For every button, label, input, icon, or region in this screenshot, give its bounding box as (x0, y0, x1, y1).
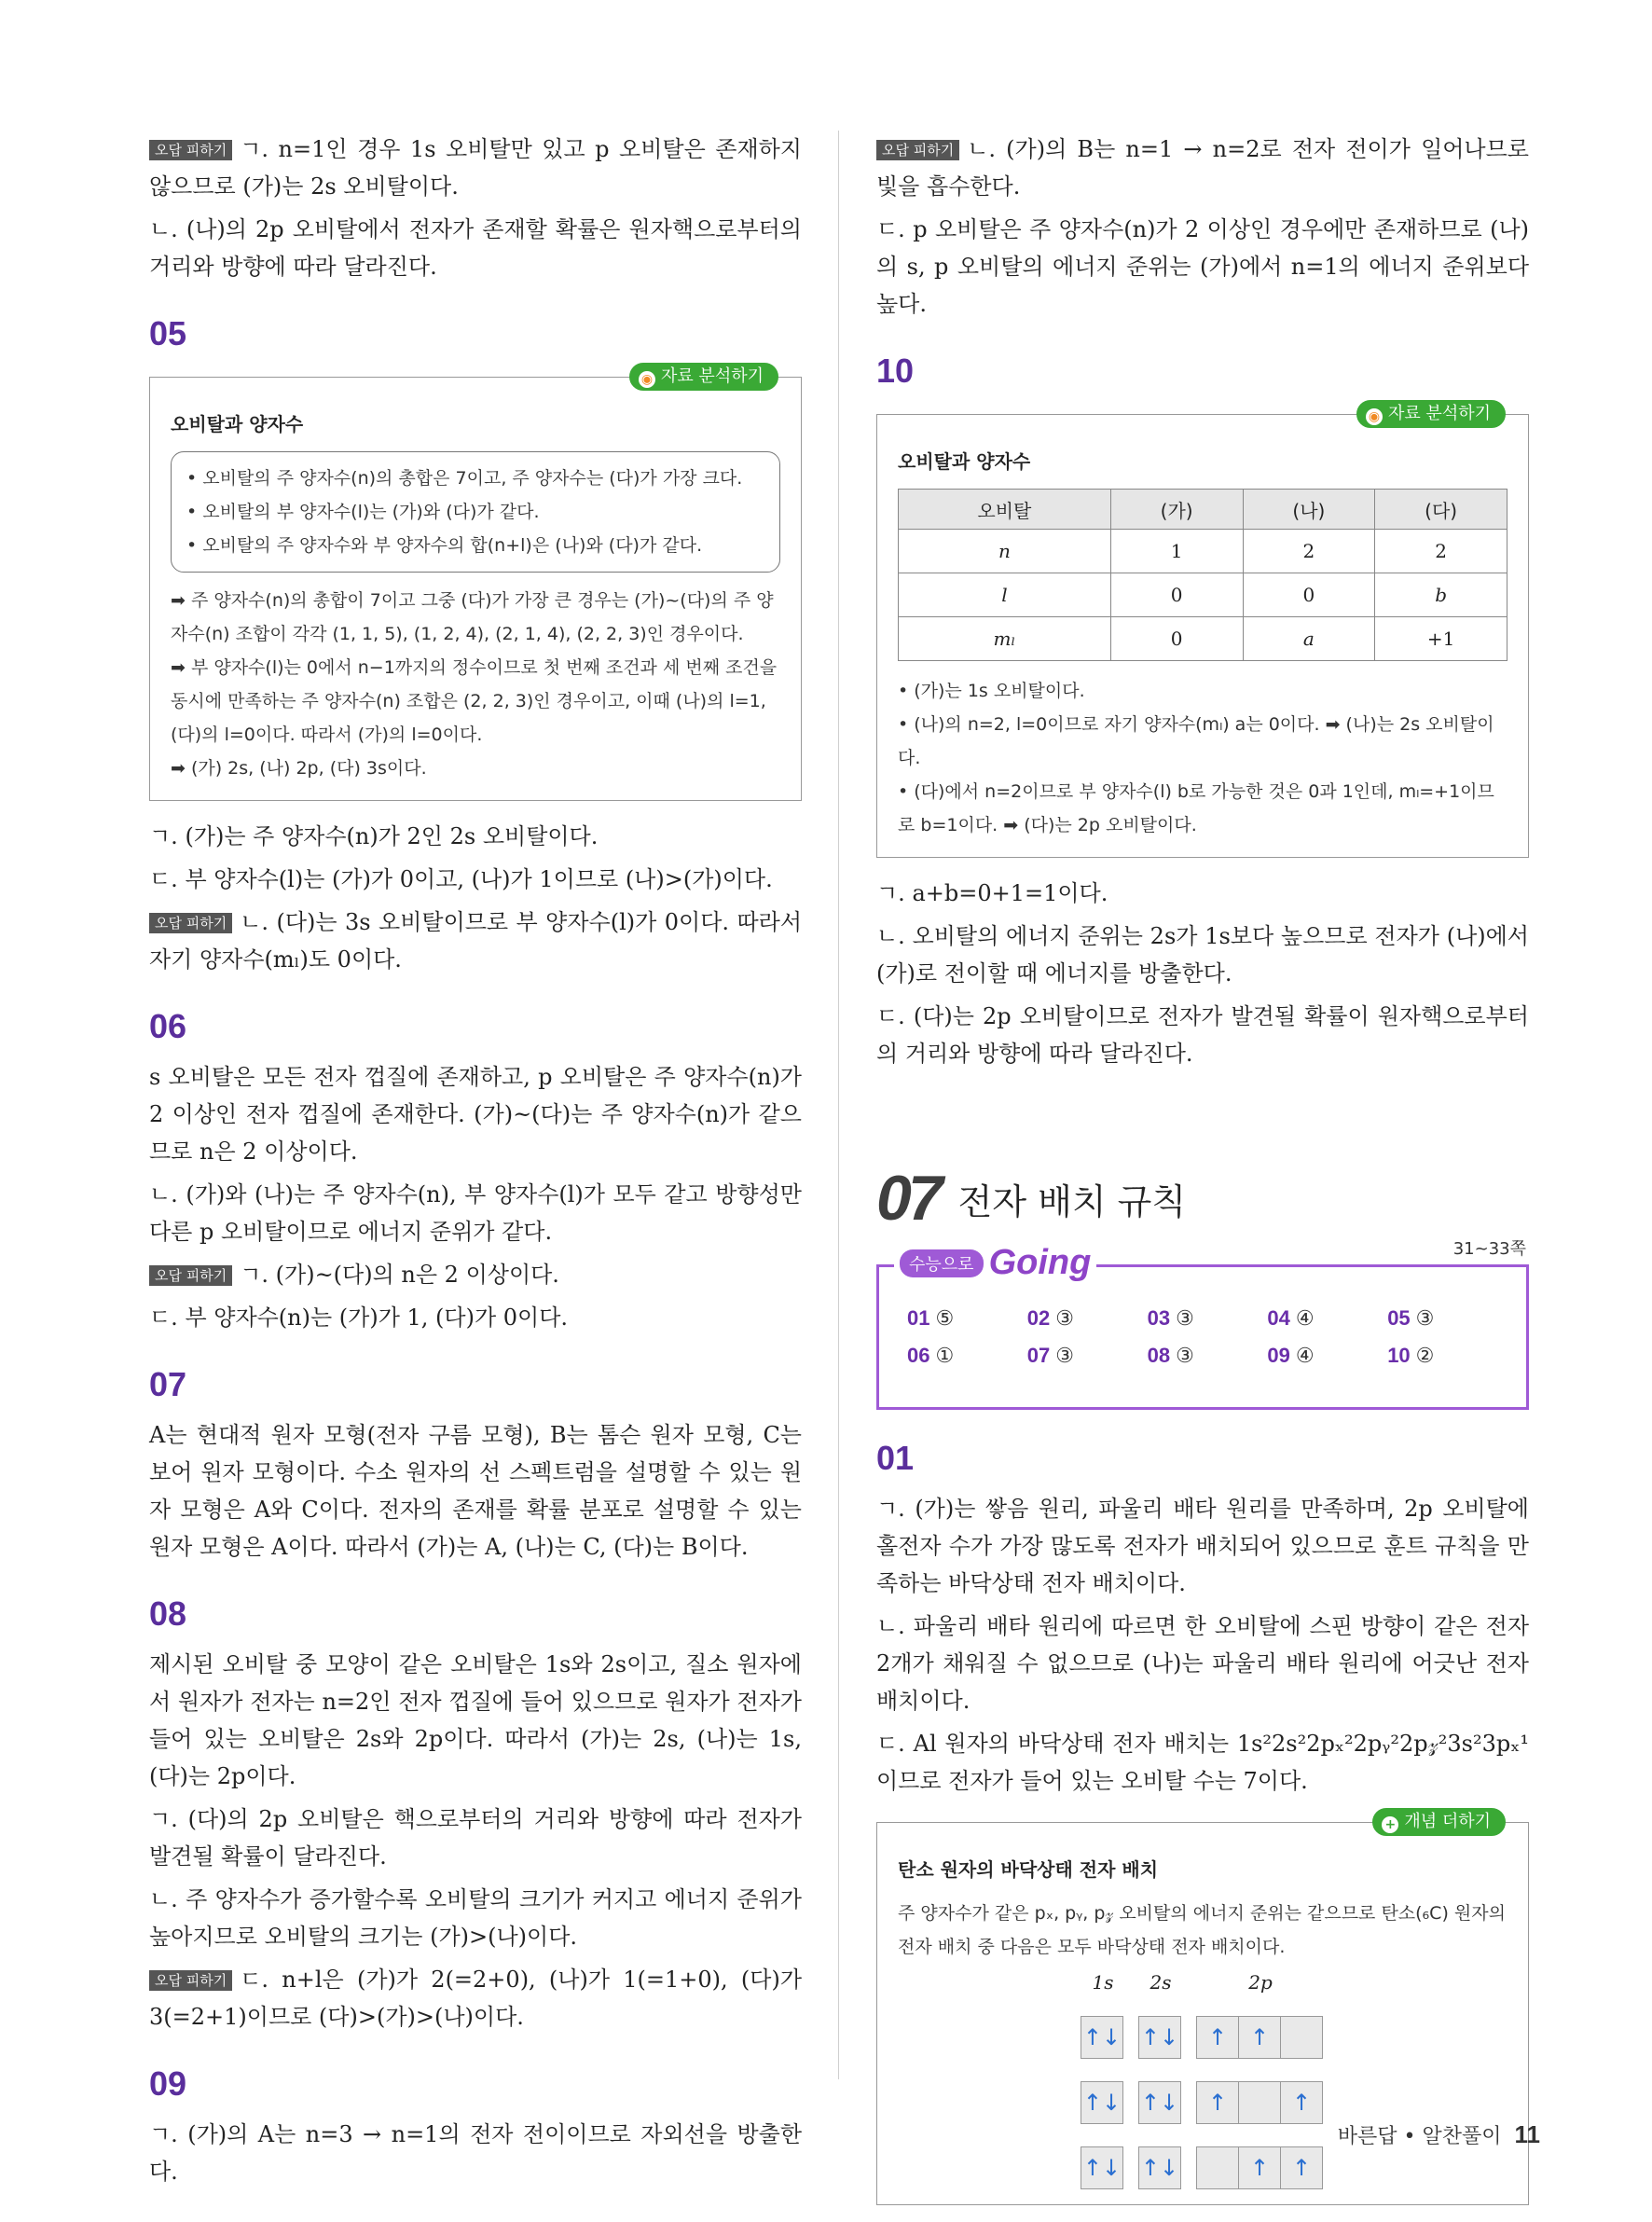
analysis-line: ➡ 부 양자수(l)는 0에서 n−1까지의 정수이므로 첫 번째 조건과 세 번째 조건을 동시에 만족하는 주 양자수(n) 조합은 (2, 2, 3)인 경우이고, 이때 (나)의 l=1, (다)의 l=0이다. 따라서 (가)의 l=0이다. (171, 657, 778, 745)
answer-item: 03 ③ (1147, 1306, 1194, 1330)
orbital-2s (1138, 2016, 1183, 2059)
answer-line: 오답 피하기 ㄷ. n+l은 (가)가 2(=2+0), (나)가 1(=1+0), (다)가 3(=2+1)이므로 (다)>(가)>(나)이다. (149, 1967, 802, 2030)
electron-box: ↑ (1281, 2146, 1323, 2189)
answer-item: 09 ④ (1267, 1344, 1315, 1367)
conditions-box (171, 451, 780, 573)
answer-line: 제시된 오비탈 중 모양이 같은 오비탈은 1s와 2s이고, 질소 원자에서 원자가 전자는 n=2인 전자 껍질에 들어 있으므로 원자가 전자가 들어 있는 오비탈은 2s와 2p이다. 따라서 (가)는 2s, (나)는 1s, (다)는 2p이다. (149, 1651, 802, 1789)
answer-item: 05 ③ (1387, 1306, 1435, 1330)
table-cell: 1 (1110, 530, 1243, 573)
plus-icon: + (1382, 1816, 1398, 1833)
electron-box: ↑ (1239, 2146, 1281, 2189)
electron-box (1239, 2081, 1281, 2124)
orbital-label: 2p (1248, 1971, 1273, 1994)
going-word: Going (988, 1243, 1092, 1282)
question-number: 09 (149, 2064, 187, 2103)
left-column (149, 131, 802, 2196)
answer-line: ㄱ. (다)의 2p 오비탈은 핵으로부터의 거리와 방향에 따라 전자가 발견될 확률이 달라진다. (149, 1806, 802, 1870)
answer-line: 오답 피하기 ㄴ. (다)는 3s 오비탈이므로 부 양자수(l)가 0이다. 따라서 자기 양자수(mₗ)도 0이다. (149, 909, 802, 973)
answer-line: ㄷ. 부 양자수(n)는 (가)가 1, (다)가 0이다. (149, 1304, 569, 1331)
table-row (899, 573, 1507, 617)
table-cell: l (899, 573, 1111, 617)
table-cell: +1 (1375, 617, 1507, 661)
wrong-avoid-tag: 오답 피하기 (149, 1970, 232, 1991)
question-number: 01 (876, 1439, 915, 1477)
table-row (899, 617, 1507, 661)
answer-line: ㄴ. 오비탈의 에너지 준위는 2s가 1s보다 높으므로 전자가 (나)에서 (가)로 전이할 때 에너지를 방출한다. (876, 923, 1529, 987)
condition-line: • 오비탈의 주 양자수(n)의 총합은 7이고, 주 양자수는 (다)가 가장 크다. (186, 468, 743, 489)
data-analysis-box (149, 366, 802, 801)
concept-plus-tag: + 개념 더하기 (1372, 1808, 1506, 1836)
electron-box (1281, 2016, 1323, 2059)
orbital-1s (1081, 2016, 1125, 2059)
answer-item: 07 ③ (1026, 1344, 1075, 1367)
column-divider (838, 131, 839, 2079)
wrong-avoid-tag: 오답 피하기 (149, 140, 232, 160)
answer-line: ㄷ. 부 양자수(l)는 (가)가 0이고, (나)가 1이므로 (나)>(가)이다. (149, 866, 773, 892)
box-title: 오비탈과 양자수 (898, 450, 1031, 473)
answer-line: ㄴ. (나)의 2p 오비탈에서 전자가 존재할 확률은 원자핵으로부터의 거리와 방향에 따라 달라진다. (149, 216, 802, 280)
section-number: 07 (876, 1163, 940, 1234)
answer-line: ㄱ. (가)는 쌓음 원리, 파울리 배타 원리를 만족하며, 2p 오비탈에 홀전자 수가 가장 많도록 전자가 배치되어 있으므로 훈트 규칙을 만족하는 바닥상태 전자 배치이다. (876, 1496, 1529, 1596)
answer-line: A는 현대적 원자 모형(전자 구름 모형), B는 톰슨 원자 모형, C는 보어 원자 모형이다. 수소 원자의 선 스펙트럼을 설명할 수 있는 원자 모형은 A와 C이다. 전자의 존재를 확률 분포로 설명할 수 있는 원자 모형은 A이다. 따라서 (가)는 A, (나)는 C, (다)는 B이다. (149, 1422, 802, 1560)
question-number: 06 (149, 1007, 187, 1045)
answer-key-box (876, 1239, 1529, 1410)
electron-box: ↑↓ (1081, 2081, 1123, 2124)
table-cell: 2 (1243, 530, 1375, 573)
answer-line: ㄷ. (다)는 2p 오비탈이므로 전자가 발견될 확률이 원자핵으로부터의 거리와 방향에 따라 달라진다. (876, 1003, 1529, 1067)
table-header: 오비탈 (899, 490, 1111, 530)
electron-box: ↑↓ (1138, 2016, 1181, 2059)
analysis-line: ➡ (가) 2s, (나) 2p, (다) 3s이다. (171, 758, 427, 779)
section-title (876, 1163, 1529, 1234)
data-analysis-tag: ◉ 자료 분석하기 (629, 363, 778, 391)
orbital-label: 2s (1150, 1971, 1172, 1994)
table-cell: 0 (1110, 573, 1243, 617)
table-row (899, 530, 1507, 573)
data-analysis-tag: ◉ 자료 분석하기 (1356, 400, 1506, 428)
orbital-2s (1138, 2081, 1183, 2124)
box-title: 오비탈과 양자수 (171, 413, 304, 435)
answer-line: ㄴ. (가)와 (나)는 주 양자수(n), 부 양자수(l)가 모두 같고 방향성만 다른 p 오비탈이므로 에너지 준위가 같다. (149, 1181, 802, 1245)
answer-line: ㄷ. Al 원자의 바닥상태 전자 배치는 1s²2s²2pₓ²2pᵧ²2p𝓏²3s²3pₓ¹이므로 전자가 들어 있는 오비탈 수는 7이다. (876, 1731, 1529, 1794)
footer-label: 바른답 • 알찬풀이 (1337, 2125, 1502, 2148)
orbital-2s (1138, 2146, 1183, 2189)
data-analysis-box (876, 404, 1529, 858)
table-header: (다) (1375, 490, 1507, 530)
table-cell: n (899, 530, 1111, 573)
electron-box: ↑ (1239, 2016, 1281, 2059)
answer-item: 01 ⑤ (907, 1306, 955, 1330)
going-badge: 수능으로 (900, 1249, 984, 1277)
orbital-2p (1196, 2016, 1325, 2059)
orbital-diagram (898, 1971, 1507, 2189)
question-number: 08 (149, 1594, 187, 1633)
wrong-avoid-tag: 오답 피하기 (876, 140, 959, 160)
answer-line: 오답 피하기 ㄱ. n=1인 경우 1s 오비탈만 있고 p 오비탈은 존재하지 않으므로 (가)는 2s 오비탈이다. (149, 136, 802, 200)
analysis-bullets (898, 674, 1507, 842)
table-cell: 0 (1243, 573, 1375, 617)
electron-box: ↑↓ (1081, 2016, 1123, 2059)
answer-item: 10 ② (1387, 1344, 1435, 1367)
answer-line: s 오비탈은 모든 전자 껍질에 존재하고, p 오비탈은 주 양자수(n)가 2 이상인 전자 껍질에 존재한다. (가)~(다)는 주 양자수(n)가 같으므로 n은 2 이상이다. (149, 1064, 802, 1165)
page-number: 11 (1514, 2120, 1540, 2148)
page-footer (1338, 2120, 1540, 2149)
analysis-line: ➡ 주 양자수(n)의 총합이 7이고 그중 (다)가 가장 큰 경우는 (가)~(다)의 주 양자수(n) 조합이 각각 (1, 1, 5), (1, 2, 4), (2, 1, 4), (2, 2, 3)인 경우이다. (171, 590, 774, 644)
table-cell: a (1243, 617, 1375, 661)
right-column (876, 131, 1529, 2222)
electron-box: ↑ (1196, 2016, 1239, 2059)
magnifier-icon: ◉ (639, 371, 655, 388)
answer-item: 08 ③ (1147, 1344, 1194, 1367)
orbital-table (898, 489, 1507, 661)
bullet-line: • (가)는 1s 오비탈이다. (898, 681, 1085, 701)
electron-box: ↑ (1281, 2081, 1323, 2124)
orbital-2p (1196, 2081, 1325, 2124)
answer-item: 02 ③ (1026, 1306, 1075, 1330)
electron-box: ↑↓ (1138, 2146, 1181, 2189)
bullet-line: • (나)의 n=2, l=0이므로 자기 양자수(mₗ) a는 0이다. ➡ (나)는 2s 오비탈이다. (898, 714, 1494, 768)
table-header: (나) (1243, 490, 1375, 530)
magnifier-icon: ◉ (1366, 408, 1383, 425)
page-range: 31~33쪽 (1452, 1239, 1526, 1259)
orbital-1s (1081, 2081, 1125, 2124)
orbital-label: 1s (1092, 1971, 1114, 1994)
answer-grid (907, 1306, 1507, 1368)
wrong-avoid-tag: 오답 피하기 (149, 1265, 232, 1286)
table-cell: 2 (1375, 530, 1507, 573)
going-header (894, 1243, 1096, 1283)
question-number: 05 (149, 314, 187, 352)
answer-item: 06 ① (907, 1344, 955, 1367)
electron-box: ↑↓ (1138, 2081, 1181, 2124)
table-cell: b (1375, 573, 1507, 617)
answer-line: 오답 피하기 ㄱ. (가)~(다)의 n은 2 이상이다. (149, 1256, 802, 1293)
box-text: 주 양자수가 같은 pₓ, pᵧ, p𝓏 오비탈의 에너지 준위는 같으므로 탄소(₆C) 원자의 전자 배치 중 다음은 모두 바닥상태 전자 배치이다. (898, 1903, 1506, 1957)
bullet-line: • (다)에서 n=2이므로 부 양자수(l) b로 가능한 것은 0과 1인데, mₗ=+1이므로 b=1이다. ➡ (다)는 2p 오비탈이다. (898, 781, 1494, 835)
question-number: 07 (149, 1365, 187, 1403)
answer-line: ㄴ. 주 양자수가 증가할수록 오비탈의 크기가 커지고 에너지 준위가 높아지므로 오비탈의 크기는 (가)>(나)이다. (149, 1886, 802, 1950)
table-header: (가) (1110, 490, 1243, 530)
orbital-1s (1081, 2146, 1125, 2189)
table-cell: mₗ (899, 617, 1111, 661)
table-header-row (899, 490, 1507, 530)
answer-line: ㄷ. p 오비탈은 주 양자수(n)가 2 이상인 경우에만 존재하므로 (나)의 s, p 오비탈의 에너지 준위는 (가)에서 n=1의 에너지 준위보다 높다. (876, 216, 1529, 317)
electron-box: ↑ (1196, 2081, 1239, 2124)
box-title: 탄소 원자의 바닥상태 전자 배치 (898, 1858, 1159, 1881)
wrong-avoid-tag: 오답 피하기 (149, 913, 232, 933)
condition-line: • 오비탈의 주 양자수와 부 양자수의 합(n+l)은 (나)와 (다)가 같다. (186, 535, 703, 556)
electron-box: ↑↓ (1081, 2146, 1123, 2189)
question-number: 10 (876, 352, 915, 390)
answer-line: ㄴ. 파울리 배타 원리에 따르면 한 오비탈에 스핀 방향이 같은 전자 2개가 채워질 수 없으므로 (나)는 파울리 배타 원리에 어긋난 전자 배치이다. (876, 1613, 1529, 1714)
answer-line: ㄱ. (가)의 A는 n=3 → n=1의 전자 전이이므로 자외선을 방출한다. (149, 2121, 802, 2185)
orbital-2p (1196, 2146, 1325, 2189)
table-cell: 0 (1110, 617, 1243, 661)
section-heading: 전자 배치 규칙 (957, 1180, 1187, 1222)
answer-line: 오답 피하기 ㄴ. (가)의 B는 n=1 → n=2로 전자 전이가 일어나므로 빛을 흡수한다. (876, 136, 1529, 200)
condition-line: • 오비탈의 부 양자수(l)는 (가)와 (다)가 같다. (186, 502, 540, 522)
answer-line: ㄱ. (가)는 주 양자수(n)가 2인 2s 오비탈이다. (149, 823, 599, 849)
answer-item: 04 ④ (1267, 1306, 1315, 1330)
answer-line: ㄱ. a+b=0+1=1이다. (876, 880, 1108, 906)
electron-box (1196, 2146, 1239, 2189)
